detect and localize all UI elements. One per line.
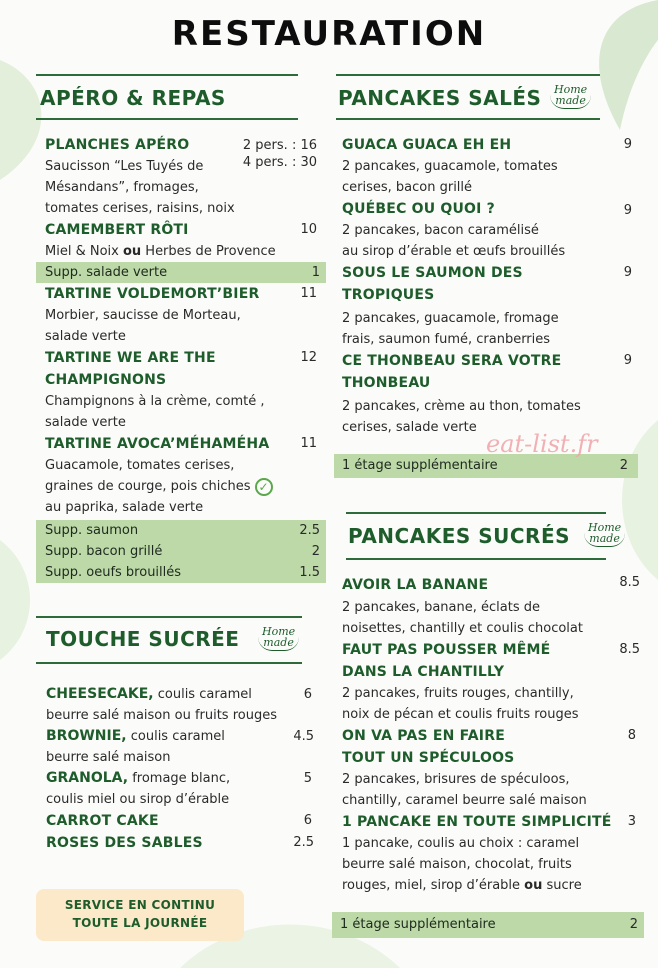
supp-salade — [36, 262, 326, 283]
supp-saumon — [36, 520, 326, 541]
item-price: 8.5 — [619, 575, 640, 590]
vegetarian-check-icon: ✓ — [255, 478, 273, 496]
item-price: 10 — [300, 222, 317, 237]
item-price: 9 — [623, 203, 632, 218]
menu-item-voldemort — [36, 283, 326, 347]
item-price: 6 — [303, 687, 312, 702]
item-name: CARROT CAKE — [46, 813, 159, 829]
supp-price: 1 — [311, 265, 320, 280]
item-name: PLANCHES APÉRO — [45, 137, 190, 153]
item-name: 1 PANCAKE EN TOUTE SIMPLICITÉ — [342, 814, 612, 830]
item-name: SOUS LE SAUMON DES — [342, 265, 523, 281]
item-desc — [45, 476, 326, 497]
divider — [336, 118, 600, 120]
price-4-pers: 4 pers. : 30 — [242, 155, 317, 170]
item-desc: 2 pancakes, banane, éclats de — [342, 600, 540, 615]
divider — [346, 512, 606, 514]
item-price: 2.5 — [293, 835, 314, 850]
service-line: SERVICE EN CONTINU — [64, 898, 216, 912]
supp-oeufs — [36, 562, 326, 583]
desc-part: graines de courge, pois chiches — [45, 479, 251, 494]
menu-item-cheesecake — [46, 684, 318, 726]
item-name: TARTINE AVOCA’MÉHAMÉHA — [45, 436, 270, 452]
homemade-stamp: Home made — [258, 626, 299, 651]
item-name: AVOIR LA BANANE — [342, 577, 489, 593]
divider — [36, 662, 302, 664]
item-desc: coulis miel ou sirop d’érable — [46, 792, 230, 807]
item-name: TARTINE VOLDEMORT’BIER — [45, 286, 260, 302]
menu-item-champignons — [36, 347, 326, 433]
menu-item-speculoos — [342, 725, 642, 811]
section-heading-sales: PANCAKES SALÉS — [338, 86, 542, 110]
supp-price: 2 — [619, 458, 628, 473]
menu-item-brownie — [46, 726, 318, 768]
supp-label: Supp. salade verte — [45, 265, 168, 280]
homemade-stamp: Home made — [550, 84, 591, 109]
item-name: QUÉBEC OU QUOI ? — [342, 201, 495, 217]
item-desc: beurre salé maison — [46, 750, 171, 765]
item-price: 11 — [300, 436, 317, 451]
item-price: 9 — [623, 265, 632, 280]
item-desc: tomates cerises, raisins, noix — [45, 201, 235, 216]
page-title: RESTAURATION — [171, 14, 487, 54]
supp-label: Supp. saumon — [45, 523, 139, 538]
item-price — [243, 137, 317, 171]
apero-list — [36, 134, 326, 583]
desc-or: ou — [524, 878, 543, 893]
item-line — [46, 726, 318, 747]
item-desc: salade verte — [45, 329, 126, 344]
item-desc: fromage blanc, — [128, 771, 231, 786]
item-desc: chantilly, caramel beurre salé maison — [342, 793, 587, 808]
menu-item-banane — [342, 574, 642, 639]
menu-item-planches — [36, 134, 326, 219]
item-name: GUACA GUACA EH EH — [342, 137, 512, 153]
supp-price: 2 — [311, 544, 320, 559]
item-desc: frais, saumon fumé, cranberries — [342, 332, 551, 347]
item-name: DANS LA CHANTILLY — [342, 664, 505, 680]
item-price: 9 — [623, 353, 632, 368]
homemade-stamp: Home made — [584, 522, 625, 547]
menu-item-chantilly — [342, 639, 642, 725]
item-desc: au paprika, salade verte — [45, 500, 204, 515]
item-desc: 1 pancake, coulis au choix : caramel — [342, 836, 580, 851]
desc-part: Herbes de Provence — [141, 244, 276, 259]
leaf-decoration-icon — [0, 540, 40, 660]
item-desc: salade verte — [45, 415, 126, 430]
menu-item-simplicite — [342, 811, 642, 896]
item-name: CHEESECAKE, — [46, 686, 154, 702]
item-desc: Mésandans”, fromages, — [45, 180, 199, 195]
item-line — [46, 684, 318, 705]
item-desc: 2 pancakes, fruits rouges, chantilly, — [342, 686, 574, 701]
item-desc: beurre salé maison, chocolat, fruits — [342, 857, 572, 872]
item-line — [46, 768, 318, 789]
item-price: 8.5 — [619, 642, 640, 657]
item-name: GRANOLA, — [46, 770, 129, 786]
item-desc: cerises, bacon grillé — [342, 180, 473, 195]
item-desc: coulis caramel — [153, 687, 252, 702]
item-desc: cerises, salade verte — [342, 420, 477, 435]
service-line: TOUTE LA JOURNÉE — [72, 916, 208, 930]
menu-item-camembert — [36, 219, 326, 262]
item-name: CAMEMBERT RÔTI — [45, 222, 189, 238]
divider — [36, 118, 298, 120]
item-price: 6 — [303, 813, 312, 828]
item-price: 11 — [300, 286, 317, 301]
item-desc: noisettes, chantilly et coulis chocolat — [342, 621, 583, 636]
leaf-decoration-icon — [600, 420, 658, 580]
supp-label: 1 étage supplémentaire — [342, 458, 498, 473]
item-name: TROPIQUES — [342, 287, 435, 303]
sucres-list — [342, 574, 642, 896]
item-price: 8 — [627, 728, 636, 743]
item-desc: noix de pécan et coulis fruits rouges — [342, 707, 579, 722]
item-desc: 2 pancakes, crème au thon, tomates — [342, 399, 581, 414]
menu-item-guaca — [342, 134, 638, 198]
touche-list — [46, 684, 318, 854]
menu-item-roses — [46, 832, 318, 854]
menu-item-carrot — [46, 810, 318, 832]
supp-bacon — [36, 541, 326, 562]
item-name: CHAMPIGNONS — [45, 372, 167, 388]
item-desc: 2 pancakes, brisures de spéculoos, — [342, 772, 570, 787]
menu-item-avoca — [36, 433, 326, 518]
item-price: 5 — [303, 771, 312, 786]
item-name: CE THONBEAU SERA VOTRE — [342, 353, 562, 369]
item-price: 3 — [627, 814, 636, 829]
item-name: THONBEAU — [342, 375, 431, 391]
item-name: TARTINE WE ARE THE — [45, 350, 216, 366]
supp-price: 1.5 — [299, 565, 320, 580]
supp-price: 2.5 — [299, 523, 320, 538]
price-2-pers: 2 pers. : 16 — [242, 138, 317, 153]
item-price: 4.5 — [293, 729, 314, 744]
item-desc: Morbier, saucisse de Morteau, — [45, 308, 241, 323]
watermark: eat-list.fr — [486, 430, 598, 458]
section-heading-touche: TOUCHE SUCRÉE — [46, 627, 240, 651]
divider — [36, 616, 302, 618]
supp-etage-sucre — [332, 912, 644, 938]
item-desc: beurre salé maison ou fruits rouges — [46, 708, 277, 723]
divider — [336, 74, 600, 76]
supp-label: Supp. bacon grillé — [45, 544, 163, 559]
desc-part: Miel & Noix — [45, 244, 123, 259]
item-desc: Saucisson “Les Tuyés de — [45, 159, 204, 174]
item-name: BROWNIE, — [46, 728, 127, 744]
supp-price: 2 — [629, 917, 638, 932]
item-desc: 2 pancakes, guacamole, fromage — [342, 311, 559, 326]
desc-part: sucre — [542, 878, 582, 893]
desc-or: ou — [122, 244, 142, 259]
item-name: ROSES DES SABLES — [46, 835, 203, 851]
section-heading-apero: APÉRO & REPAS — [40, 86, 226, 110]
item-name: TOUT UN SPÉCULOOS — [342, 750, 515, 766]
item-desc — [45, 241, 326, 262]
item-name: ON VA PAS EN FAIRE — [342, 728, 505, 744]
supp-label: 1 étage supplémentaire — [340, 917, 496, 932]
item-desc: coulis caramel — [126, 729, 225, 744]
item-price: 12 — [300, 350, 317, 365]
supp-label: Supp. oeufs brouillés — [45, 565, 182, 580]
item-name: FAUT PAS POUSSER MÊMÉ — [342, 642, 551, 658]
menu-item-granola — [46, 768, 318, 810]
desc-part: rouges, miel, sirop d’érable — [342, 878, 525, 893]
item-desc: Guacamole, tomates cerises, — [45, 458, 235, 473]
menu-item-thonbeau — [342, 350, 638, 438]
item-desc — [342, 875, 642, 896]
item-desc: Champignons à la crème, comté , — [45, 394, 265, 409]
item-desc: 2 pancakes, bacon caramélisé — [342, 223, 539, 238]
section-heading-sucres: PANCAKES SUCRÉS — [348, 524, 571, 548]
divider — [36, 74, 298, 76]
divider — [346, 558, 606, 560]
sales-list — [342, 134, 638, 438]
item-price: 9 — [623, 137, 632, 152]
item-desc: 2 pancakes, guacamole, tomates — [342, 159, 558, 174]
service-banner — [36, 889, 244, 941]
item-desc: au sirop d’érable et œufs brouillés — [342, 244, 566, 259]
menu-item-quebec — [342, 198, 638, 262]
menu-item-saumon — [342, 262, 638, 350]
